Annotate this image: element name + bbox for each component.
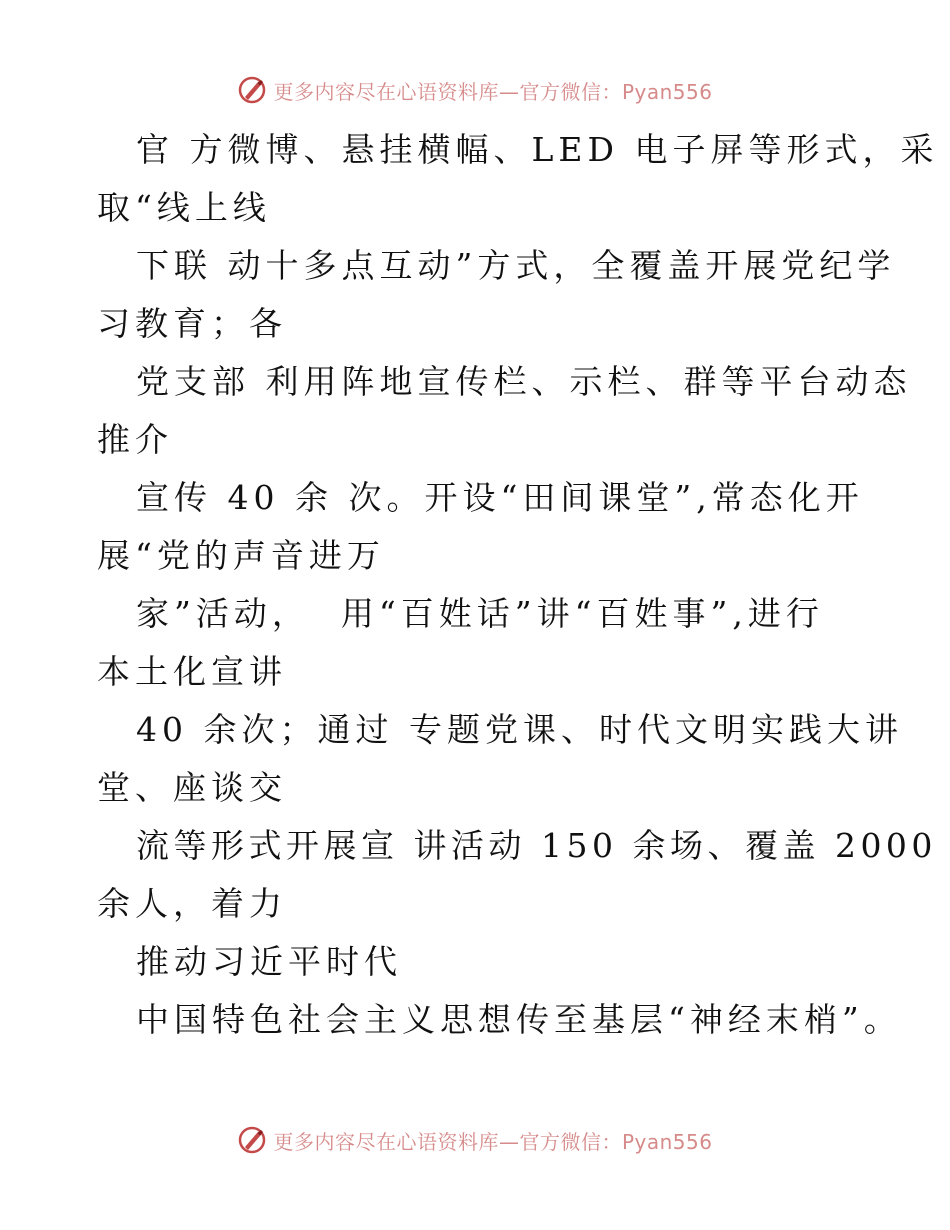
pen-logo-icon	[237, 1125, 267, 1155]
text-line: 余人，着力	[97, 884, 287, 923]
text-line: 推介	[97, 420, 173, 459]
text-line: 本土化宣讲	[97, 652, 287, 691]
header-watermark	[0, 70, 950, 110]
text-line: 下联 动十多点互动”方式，全覆盖开展党纪学	[136, 246, 896, 285]
text-line: 40 余次；通过 专题党课、时代文明实践大讲	[136, 710, 903, 749]
text-line: 堂、座谈交	[97, 768, 287, 807]
text-line: 家”活动， 用“百姓话”讲“百姓事”,进行	[136, 594, 824, 633]
text-line: 官 方微博、悬挂横幅、LED 电子屏等形式，采	[136, 130, 939, 169]
watermark-group	[237, 75, 712, 105]
text-line: 中国特色社会主义思想传至基层“神经末梢”。	[136, 1000, 902, 1039]
watermark-text: 更多内容尽在心语资料库—官方微信：Pyan556	[273, 79, 713, 104]
text-line: 展“党的声音进万	[97, 536, 385, 575]
text-line: 取“线上线	[97, 188, 271, 227]
text-line: 宣传 40 余 次。开设“田间课堂”,常态化开	[136, 478, 864, 517]
watermark-group	[237, 1125, 712, 1155]
footer-watermark	[0, 1120, 950, 1160]
text-line: 流等形式开展宣 讲活动 150 余场、覆盖 2000	[136, 826, 937, 865]
watermark-text: 更多内容尽在心语资料库—官方微信：Pyan556	[273, 1129, 713, 1154]
pen-logo-icon	[237, 75, 267, 105]
text-line: 党支部 利用阵地宣传栏、示栏、群等平台动态	[136, 362, 912, 401]
text-line: 推动习近平时代	[136, 942, 402, 981]
text-line: 习教育；各	[97, 304, 287, 343]
